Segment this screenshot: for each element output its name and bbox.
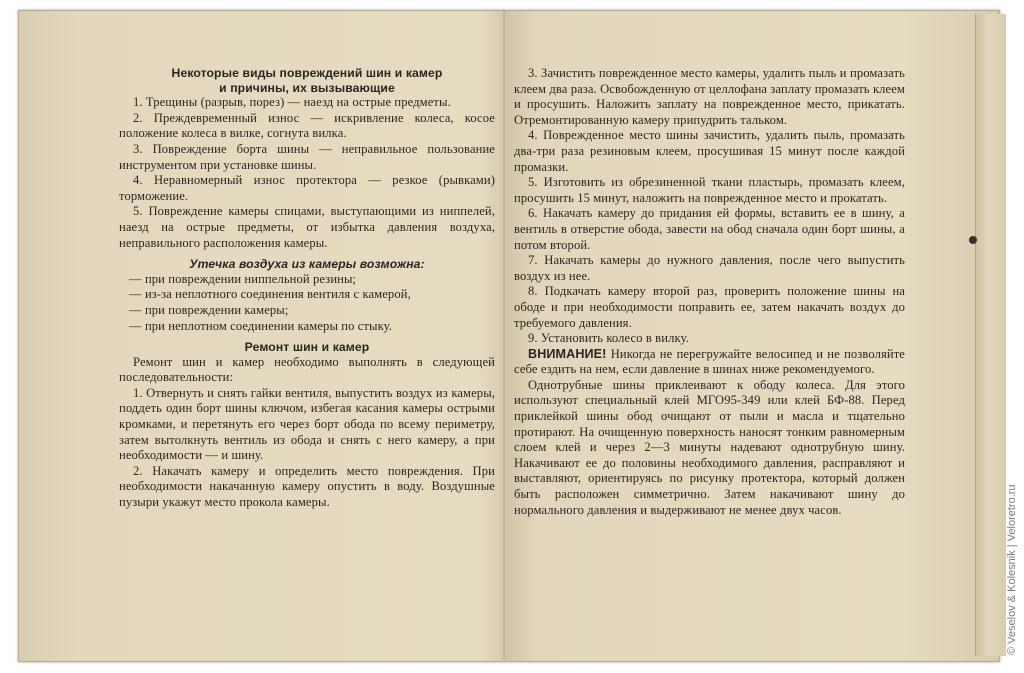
repair-step: 5. Изготовить из обрезиненной ткани пластырь, промазать клеем, просушить 15 минут, наложить на поврежденное место и прокатать. bbox=[514, 175, 905, 205]
repair-step: 2. Накачать камеру и определить место повреждения. При необходимости накачанную камеру опустить в воду. Воздушные пузыри укажут место прокола камеры. bbox=[119, 463, 495, 510]
repair-intro: Ремонт шин и камер необходимо выполнять в следующей последовательности: bbox=[119, 354, 495, 385]
repair-step: 1. Отвернуть и снять гайки вентиля, выпустить воздух из камеры, поддеть один борт шины ключом, избегая касания камеры острыми кромками, и перетянуть его через борт обода по всему периметру, затем вытолкнуть вентиль из обода и снять с него камеру, а при необходимости — и шину. bbox=[119, 385, 495, 463]
damage-item: 5. Повреждение камеры спицами, выступающими из ниппелей, наезд на острые предметы, от избытка давления воздуха, неправильного расположения камеры. bbox=[119, 204, 495, 250]
damage-heading-line1: Некоторые виды повреждений шин и камер bbox=[171, 66, 443, 80]
repair-step: 9. Установить колесо в вилку. bbox=[528, 331, 689, 346]
leak-heading: Утечка воздуха из камеры возможна: bbox=[189, 257, 425, 272]
damage-item: 2. Преждевременный износ — искривление колеса, косое положение колеса в вилке, согнута вилка. bbox=[119, 110, 495, 141]
repair-step: 3. Зачистить поврежденное место камеры, удалить пыль и промазать клеем два раза. Освобожденную от целлофана заплату промазать клеем и просушить. Наложить заплату на поврежденное место, прикатать. Отремонтированную камеру припудрить тальком. bbox=[514, 66, 905, 127]
leak-item: — из-за неплотного соединения вентиля с камерой, bbox=[129, 287, 411, 302]
leak-item: — при повреждении камеры; bbox=[129, 302, 289, 317]
warning-paragraph bbox=[514, 347, 905, 378]
leak-item: — при повреждении ниппельной резины; bbox=[129, 271, 357, 286]
damage-item: 1. Трещины (разрыв, порез) — наезд на острые предметы. bbox=[133, 95, 451, 110]
back-cover-edge bbox=[975, 14, 1006, 656]
warning-label: ВНИМАНИЕ! bbox=[528, 346, 607, 361]
damage-item: 3. Повреждение борта шины — неправильное пользование инструментом при установке шины. bbox=[119, 141, 495, 172]
booklet-spine bbox=[502, 10, 506, 660]
repair-step: 4. Поврежденное место шины зачистить, удалить пыль, промазать два-три раза резиновым клеем, просушивая 15 минут после каждой промазки. bbox=[514, 128, 905, 174]
damage-item: 4. Неравномерный износ протектора — резкое (рывками) торможение. bbox=[119, 173, 495, 203]
left-page-text bbox=[119, 66, 495, 511]
repair-heading: Ремонт шин и камер bbox=[244, 340, 370, 355]
damage-heading-line2: и причины, их вызывающие bbox=[219, 80, 395, 95]
repair-step: 8. Подкачать камеру второй раз, проверить положение шины на ободе и при необходимости поправить ее, затем накачать воздух до требуемого давления. bbox=[514, 284, 905, 330]
copyright-watermark: © Veselov & Kolesnik | Veloretro.ru bbox=[1006, 484, 1018, 655]
repair-step: 7. Накачать камеры до нужного давления, после чего выпустить воздух из нее. bbox=[514, 253, 905, 283]
warning-text: Никогда не перегружайте велосипед и не позволяйте себе ездить на нем, если давление в шинах ниже рекомендуемого. bbox=[514, 346, 905, 377]
leak-item: — при неплотном соединении камеры по стыку. bbox=[129, 318, 393, 333]
repair-step: 6. Накачать камеру до придания ей формы, вставить ее в шину, а вентиль в отверстие обода, завести на обод сначала один борт шины, а потом второй. bbox=[514, 206, 905, 252]
staple-hole bbox=[969, 236, 977, 244]
right-page-text bbox=[514, 66, 905, 518]
tubular-tire-paragraph: Однотрубные шины приклеивают к ободу колеса. Для этого используют специальный клей МГО95-349 или клей БФ-88. Перед приклейкой шины обод очищают от пыли и масла и тщательно протирают. На очищенную поверхность наносят тонким равномерным слоем клей и через 2—3 минуты надевают однотрубную шину. Накачивают ее до половины необходимого давления, расправляют и выставляют, ориентируясь по рисунку протектора, который должен быть расположен симметрично. Затем накачивают шину до нормального давления и выдерживают не менее двух часов. bbox=[514, 377, 905, 517]
